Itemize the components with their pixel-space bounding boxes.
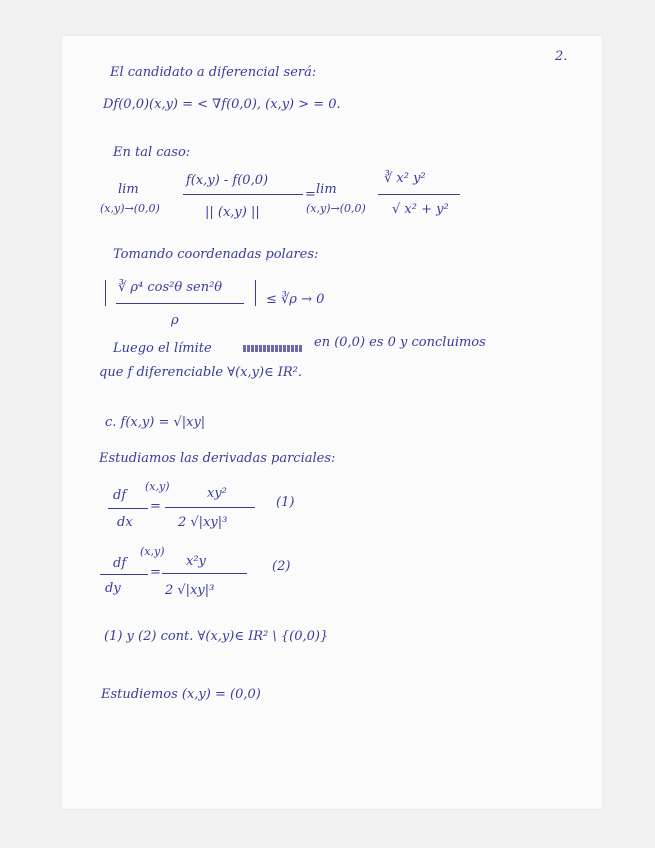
fraction-bar-1 — [183, 194, 303, 195]
dfx-rhs-numerator: xy² — [207, 486, 227, 501]
dfy-argument: (x,y) — [140, 545, 165, 558]
dfx-numerator: df — [113, 488, 127, 503]
polar-denominator: ρ — [171, 313, 179, 328]
limit-numerator-1: f(x,y) - f(0,0) — [186, 173, 269, 188]
limit-numerator-2: ∛ x² y² — [384, 171, 426, 186]
dfx-rhs-fraction-bar — [165, 507, 255, 508]
limit-denominator-2: √ x² + y² — [392, 202, 449, 217]
conclusion-line-2: que f diferenciable ∀(x,y)∈ IR². — [99, 365, 303, 380]
dfx-denominator: dx — [117, 515, 133, 530]
study-origin-line: Estudiemos (x,y) = (0,0) — [101, 687, 261, 702]
continuity-statement: (1) y (2) cont. ∀(x,y)∈ IR² \ {(0,0)} — [104, 629, 329, 644]
limit-word-1: lim — [118, 182, 139, 197]
dfy-denominator: dy — [105, 581, 121, 596]
part-c-definition: c. f(x,y) = √|xy| — [105, 415, 206, 430]
dfx-rhs-denominator: 2 √|xy|³ — [178, 515, 228, 530]
dfy-rhs-numerator: x²y — [186, 554, 206, 569]
fraction-bar-2 — [378, 194, 460, 195]
limit-denominator-1: || (x,y) || — [205, 205, 260, 220]
limit-word-2: lim — [316, 182, 337, 197]
conclusion-line-1a: Luego el límite — [113, 341, 212, 356]
dfy-rhs-fraction-bar — [162, 573, 247, 574]
polar-heading: Tomando coordenadas polares: — [113, 247, 319, 262]
dfx-fraction-bar — [108, 508, 148, 509]
equation-tag-2: (2) — [272, 559, 291, 574]
dfy-numerator: df — [113, 556, 127, 571]
equals-sign: = — [305, 187, 316, 202]
polar-rhs: ≤ ∛ρ → 0 — [266, 292, 325, 307]
fraction-bar-polar — [116, 303, 244, 304]
dfx-argument: (x,y) — [145, 480, 170, 493]
dfx-equals: = — [150, 499, 161, 514]
equation-tag-1: (1) — [276, 495, 295, 510]
differential-equation: Df(0,0)(x,y) = < ∇f(0,0), (x,y) > = 0. — [103, 97, 341, 112]
abs-bar-left — [105, 280, 106, 306]
page-number: 2. — [555, 49, 568, 64]
dfy-rhs-denominator: 2 √|xy|³ — [165, 583, 215, 598]
dfy-equals: = — [150, 565, 161, 580]
abs-bar-right — [255, 280, 256, 306]
limit-subscript-2: (x,y)→(0,0) — [306, 202, 366, 215]
partials-heading: Estudiamos las derivadas parciales: — [99, 451, 336, 466]
limit-subscript-1: (x,y)→(0,0) — [100, 202, 160, 215]
dfy-fraction-bar — [100, 574, 148, 575]
candidate-heading: El candidato a diferencial será: — [110, 65, 317, 80]
conclusion-line-1b: en (0,0) es 0 y concluimos — [314, 335, 486, 350]
polar-numerator: ∛ ρ⁴ cos²θ sen²θ — [118, 280, 223, 295]
crossed-out-word — [243, 345, 303, 352]
in-that-case-text: En tal caso: — [113, 145, 191, 160]
